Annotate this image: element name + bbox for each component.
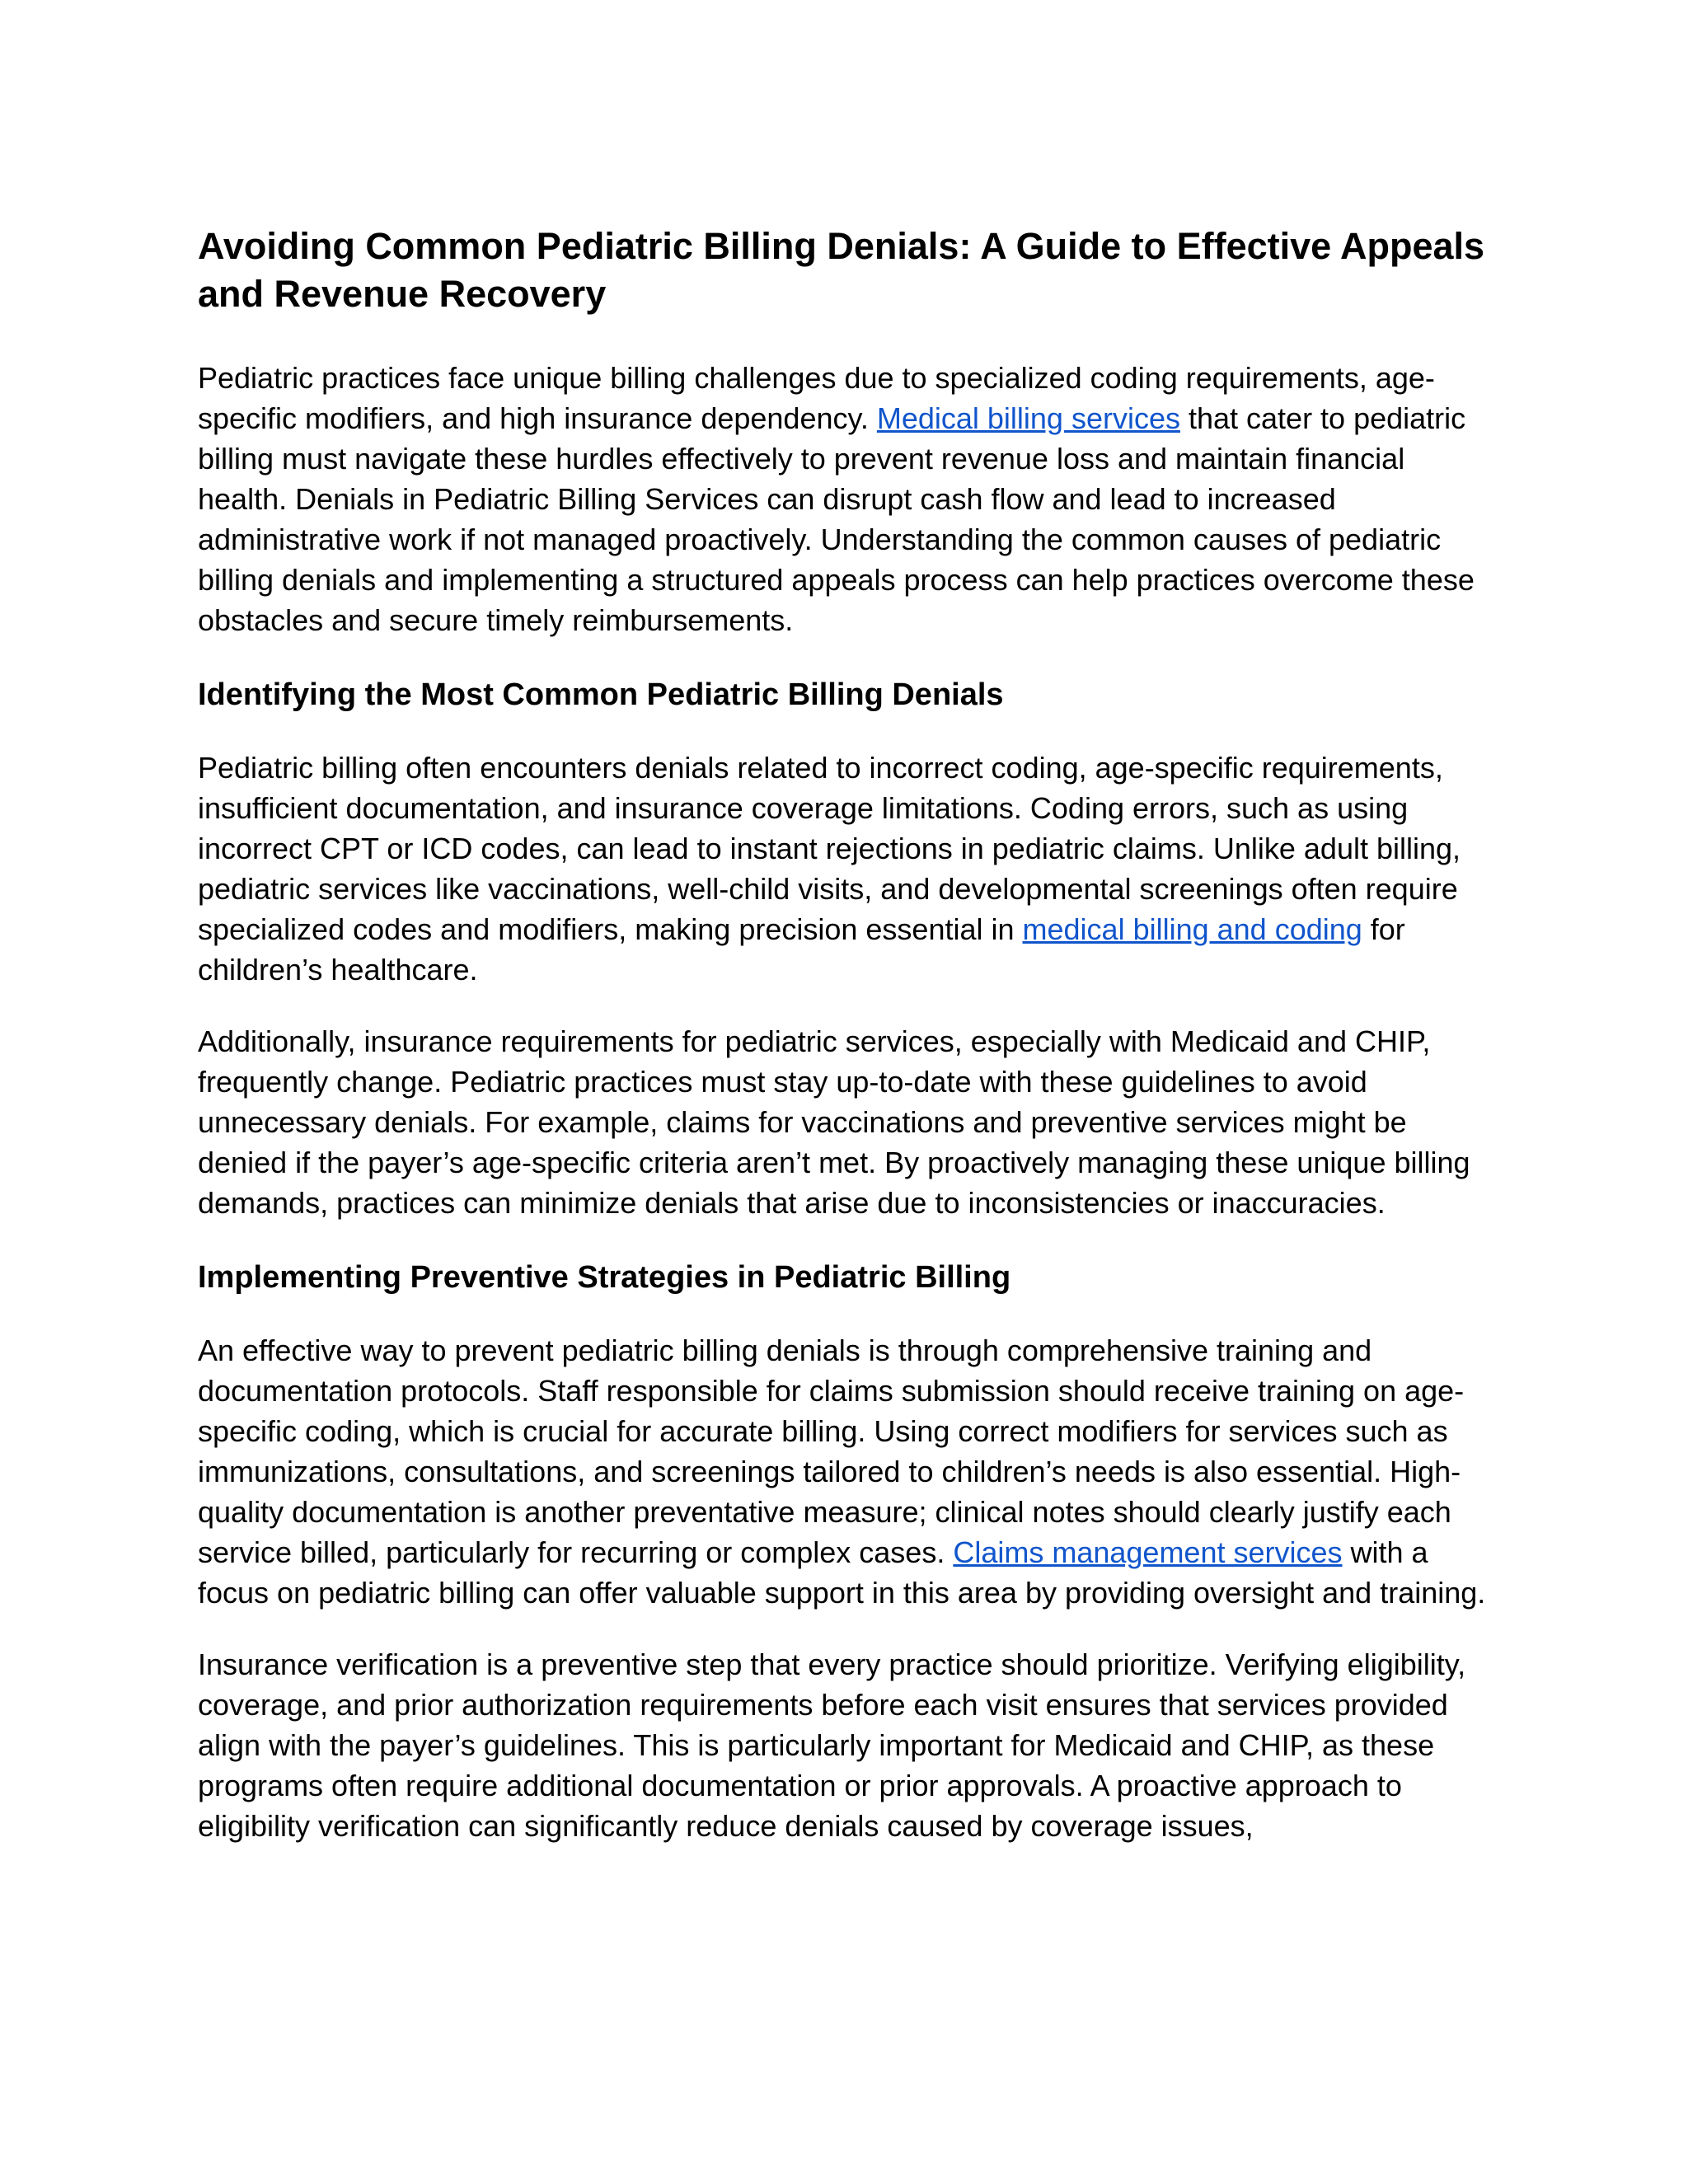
preventive-strategies-paragraph-1 bbox=[198, 1330, 1500, 1613]
preventive-strategies-paragraph-2: Insurance verification is a preventive step that every practice should prioritize. Verifying eligibility, coverage, and prior authorization requirements before each visit ensures that services provided align with the payer’s guidelines. This is particularly important for Medicaid and CHIP, as these programs often require additional documentation or prior approvals. A proactive approach to eligibility verification can significantly reduce denials caused by coverage issues, bbox=[198, 1647, 1466, 1843]
claims-management-services-link[interactable]: Claims management services bbox=[953, 1535, 1343, 1569]
intro-paragraph bbox=[198, 358, 1500, 640]
preventive-text-end: with a focus on pediatric billing can offer valuable support in this area by providing oversight and training. bbox=[198, 1535, 1486, 1610]
medical-billing-and-coding-link[interactable]: medical billing and coding bbox=[1022, 912, 1362, 946]
common-denials-text-start: Pediatric billing often encounters denials related to incorrect coding, age-specific requirements, insufficient documentation, and insurance coverage limitations. Coding errors, such as using incorrect CPT or ICD codes, can lead to instant rejections in pediatric claims. Unlike adult billing, pediatric services like vaccinations, well-child visits, and developmental screenings often require specialized codes and modifiers, making precision essential in bbox=[198, 751, 1461, 946]
medical-billing-services-link[interactable]: Medical billing services bbox=[876, 401, 1180, 435]
common-denials-paragraph-1 bbox=[198, 748, 1500, 990]
common-denials-paragraph-2: Additionally, insurance requirements for pediatric services, especially with Medicaid and CHIP, frequently change. Pediatric practices must stay up-to-date with these guidelines to avoid unnecessary denials. For example, claims for vaccinations and preventive services might be denied if the payer’s age-specific criteria aren’t met. By proactively managing these unique billing demands, practices can minimize denials that arise due to inconsistencies or inaccuracies. bbox=[198, 1024, 1470, 1220]
document-page bbox=[198, 223, 1500, 1877]
intro-text-end: that cater to pediatric billing must navigate these hurdles effectively to prevent revenue loss and maintain financial health. Denials in Pediatric Billing Services can disrupt cash flow and lead to increased administrative work if not managed proactively. Understanding the common causes of pediatric billing denials and implementing a structured appeals process can help practices overcome these obstacles and secure timely reimbursements. bbox=[198, 401, 1475, 637]
section-heading-preventive-strategies: Implementing Preventive Strategies in Pediatric Billing bbox=[198, 1260, 1011, 1295]
common-denials-text-end: for children’s healthcare. bbox=[198, 912, 1405, 987]
intro-text-start: Pediatric practices face unique billing challenges due to specialized coding requirements, age-specific modifiers, and high insurance dependency. bbox=[198, 361, 1435, 435]
section-heading-common-denials: Identifying the Most Common Pediatric Billing Denials bbox=[198, 677, 1004, 712]
document-title: Avoiding Common Pediatric Billing Denials: A Guide to Effective Appeals and Revenue Recovery bbox=[198, 225, 1485, 315]
preventive-text-start: An effective way to prevent pediatric billing denials is through comprehensive training and documentation protocols. Staff responsible for claims submission should receive training on age-specific coding, which is crucial for accurate billing. Using correct modifiers for services such as immunizations, consultations, and screenings tailored to children’s needs is also essential. High-quality documentation is another preventative measure; clinical notes should clearly justify each service billed, particularly for recurring or complex cases. bbox=[198, 1333, 1465, 1569]
